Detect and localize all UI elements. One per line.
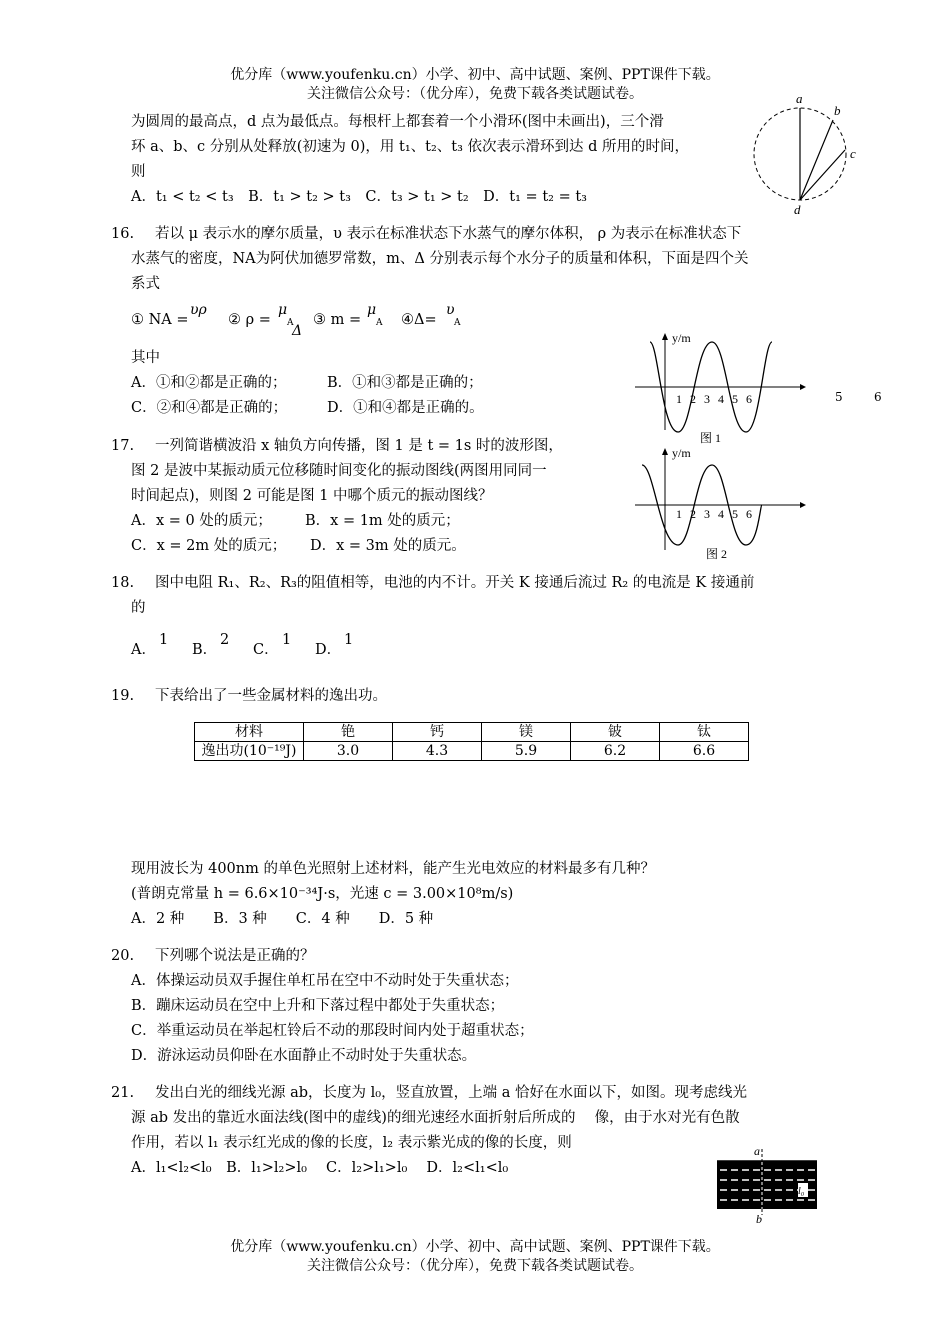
fig1-tick-3: 3	[704, 392, 710, 406]
fig2-tick-4: 4	[718, 507, 724, 521]
fig1-extra-5: 5	[835, 390, 843, 404]
fig1-caption: 图 1	[700, 431, 722, 445]
q16-formula-2: ② ρ =	[228, 312, 271, 328]
q17-figure-2	[630, 445, 810, 565]
q19-options: A．2 种 B．3 种 C．4 种 D．5 种	[131, 911, 434, 927]
q20-intro: 下列哪个说法是正确的？	[155, 948, 315, 964]
fig1-tick-1: 1	[676, 392, 682, 406]
fig1-tick-5: 5	[732, 392, 738, 406]
fig1-tick-6: 6	[746, 392, 752, 406]
q16-line-2: 水蒸气的密度，NA为阿伏加德罗常数，m、Δ 分别表示每个水分子的质量和体积，下面是四个关	[131, 251, 749, 267]
table-cell: 6.2	[571, 742, 660, 761]
q16-formula-2-sub: A	[287, 318, 294, 328]
fig1-extra-6: 6	[874, 390, 882, 404]
q19-number: 19.	[111, 688, 135, 704]
q16-formula-4-sub: A	[454, 318, 461, 328]
header-line-2: 关注微信公众号：（优分库），免费下载各类试题试卷。	[307, 86, 643, 102]
fig2-ylabel: y/m	[672, 446, 691, 460]
q16-option-c: C．②和④都是正确的；	[131, 400, 288, 416]
q18-option-b: B．	[192, 642, 218, 658]
q21-line-1: 发出白光的细线光源 ab，长度为 l₀，竖直放置，上端 a 恰好在水面以下，如图。现考虑线光	[155, 1085, 747, 1101]
q16-option-b: B．①和③都是正确的；	[327, 375, 483, 391]
table-cell: 钙	[393, 723, 482, 742]
q20-option-a: A．体操运动员双手握住单杠吊在空中不动时处于失重状态；	[131, 973, 519, 989]
q16-formula-3-num: μ	[367, 302, 377, 318]
q16-formula-2-den: Δ	[292, 323, 303, 339]
q17-line-2: 图 2 是波中某振动质元位移随时间变化的振动图线(两图用同同一	[131, 463, 547, 479]
q21-line-2: 源 ab 发出的靠近水面法线(图中的虚线)的细光速经水面折射后所成的 像，由于水对光有色散	[131, 1110, 740, 1126]
fig-label-d: d	[794, 202, 801, 217]
q18-option-d: D．	[315, 642, 342, 658]
q18-line-1: 图中电阻 R₁、R₂、R₃的阻值相等，电池的内不计。开关 K 接通后流过 R₂ 的电流是 K 接通前	[155, 575, 755, 591]
fig-label-a: a	[796, 91, 803, 106]
q16-line-3: 系式	[131, 276, 160, 292]
q16-formula-2-num: μ	[278, 302, 288, 318]
q16-formula-1: ① NA =	[131, 312, 189, 328]
q18-value-a: 1	[159, 632, 169, 648]
q16-line-1: 若以 μ 表示水的摩尔质量，υ 表示在标准状态下水蒸气的摩尔体积， ρ 为表示在标准状态下	[155, 226, 742, 242]
fig1-tick-2: 2	[690, 392, 696, 406]
q16-formula-3: ③ m =	[313, 312, 362, 328]
header-line-1: 优分库（www.youfenku.cn）小学、初中、高中试题、案例、PPT课件下载。	[230, 67, 720, 83]
q21-water-figure	[712, 1143, 822, 1225]
q21-options: A．l₁<l₂<l₀ B．l₁>l₂>l₀ C．l₂>l₁>l₀ D．l₂<l₁<l₀	[131, 1160, 509, 1176]
q18-value-c: 1	[282, 632, 292, 648]
table-cell: 材料	[195, 723, 304, 742]
fig-label-b: b	[834, 103, 841, 118]
q18-option-c: C．	[253, 642, 279, 658]
q15-options: A．t₁ < t₂ < t₃ B．t₁ > t₂ > t₃ C．t₃ > t₁ > t₂ D．t₁ = t₂ = t₃	[131, 189, 587, 205]
q17-option-d: D．x = 3m 处的质元。	[310, 538, 466, 554]
table-cell: 6.6	[660, 742, 749, 761]
fig2-tick-5: 5	[732, 507, 738, 521]
table-row	[195, 742, 749, 761]
q16-option-d: D．①和④都是正确的。	[327, 400, 484, 416]
q20-option-b: B．蹦床运动员在空中上升和下落过程中都处于失重状态；	[131, 998, 505, 1014]
q18-number: 18.	[111, 575, 135, 591]
q18-line-2: 的	[131, 600, 146, 616]
fig-label-a: a	[754, 1144, 760, 1158]
q18-value-b: 2	[220, 632, 230, 648]
table-cell: 4.3	[393, 742, 482, 761]
q16-qizhong: 其中	[131, 350, 160, 366]
fig1-tick-4: 4	[718, 392, 724, 406]
q21-line-3: 作用，若以 l₁ 表示红光成的像的长度，l₂ 表示紫光成的像的长度，则	[131, 1135, 572, 1151]
q17-option-b: B．x = 1m 处的质元；	[305, 513, 460, 529]
table-cell: 逸出功(10⁻¹⁹J)	[195, 742, 304, 761]
q19-line-1: 现用波长为 400nm 的单色光照射上述材料，能产生光电效应的材料最多有几种？	[131, 861, 655, 877]
fig2-tick-1: 1	[676, 507, 682, 521]
q15-circle-figure	[748, 92, 868, 217]
footer-line-2: 关注微信公众号：（优分库），免费下载各类试题试卷。	[307, 1258, 643, 1274]
q17-number: 17.	[111, 438, 135, 454]
q15-line-1: 为圆周的最高点，d 点为最低点。每根杆上都套着一个小滑环(图中未画出)，三个滑	[131, 114, 664, 130]
q17-line-1: 一列简谐横波沿 x 轴负方向传播，图 1 是 t = 1s 时的波形图，	[155, 438, 563, 454]
q16-number: 16.	[111, 226, 135, 242]
footer-line-1: 优分库（www.youfenku.cn）小学、初中、高中试题、案例、PPT课件下载。	[230, 1239, 720, 1255]
q17-line-3: 时间起点)，则图 2 可能是图 1 中哪个质元的振动图线？	[131, 488, 493, 504]
fig1-ylabel: y/m	[672, 331, 691, 345]
q17-option-a: A．x = 0 处的质元；	[131, 513, 272, 529]
fig-label-l0: l₀	[798, 1186, 805, 1197]
q19-intro: 下表给出了一些金属材料的逸出功。	[155, 688, 387, 704]
table-cell: 铯	[304, 723, 393, 742]
table-cell: 铍	[571, 723, 660, 742]
fig-label-c: c	[850, 146, 856, 161]
q17-option-c: C．x = 2m 处的质元；	[131, 538, 287, 554]
work-function-table	[194, 722, 749, 761]
q18-value-d: 1	[344, 632, 354, 648]
q15-line-2: 环 a、b、c 分别从处释放(初速为 0)，用 t₁、t₂、t₃ 依次表示滑环到达 d 所用的时间，	[131, 139, 690, 155]
q20-number: 20.	[111, 948, 135, 964]
fig2-caption: 图 2	[706, 547, 728, 561]
q16-formula-4: ④Δ=	[401, 312, 437, 328]
q21-number: 21.	[111, 1085, 135, 1101]
table-header-row	[195, 723, 749, 742]
q17-figure-1	[630, 330, 810, 448]
table-cell: 镁	[482, 723, 571, 742]
q18-option-a: A．	[131, 642, 156, 658]
table-cell: 5.9	[482, 742, 571, 761]
q20-option-c: C．举重运动员在举起杠铃后不动的那段时间内处于超重状态；	[131, 1023, 534, 1039]
q16-option-a: A．①和②都是正确的；	[131, 375, 287, 391]
fig2-tick-6: 6	[746, 507, 752, 521]
fig2-tick-3: 3	[704, 507, 710, 521]
table-cell: 钛	[660, 723, 749, 742]
fig2-tick-2: 2	[690, 507, 696, 521]
fig-label-b: b	[756, 1212, 762, 1226]
q16-formula-4-num: υ	[446, 302, 455, 318]
q15-line-3: 则	[131, 164, 146, 180]
q19-line-2: (普朗克常量 h = 6.6×10⁻³⁴J·s，光速 c = 3.00×10⁸m/s)	[131, 886, 514, 902]
q16-formula-1-num: υρ	[190, 302, 207, 318]
q16-formula-3-sub: A	[376, 318, 383, 328]
q20-option-d: D．游泳运动员仰卧在水面静止不动时处于失重状态。	[131, 1048, 477, 1064]
table-cell: 3.0	[304, 742, 393, 761]
